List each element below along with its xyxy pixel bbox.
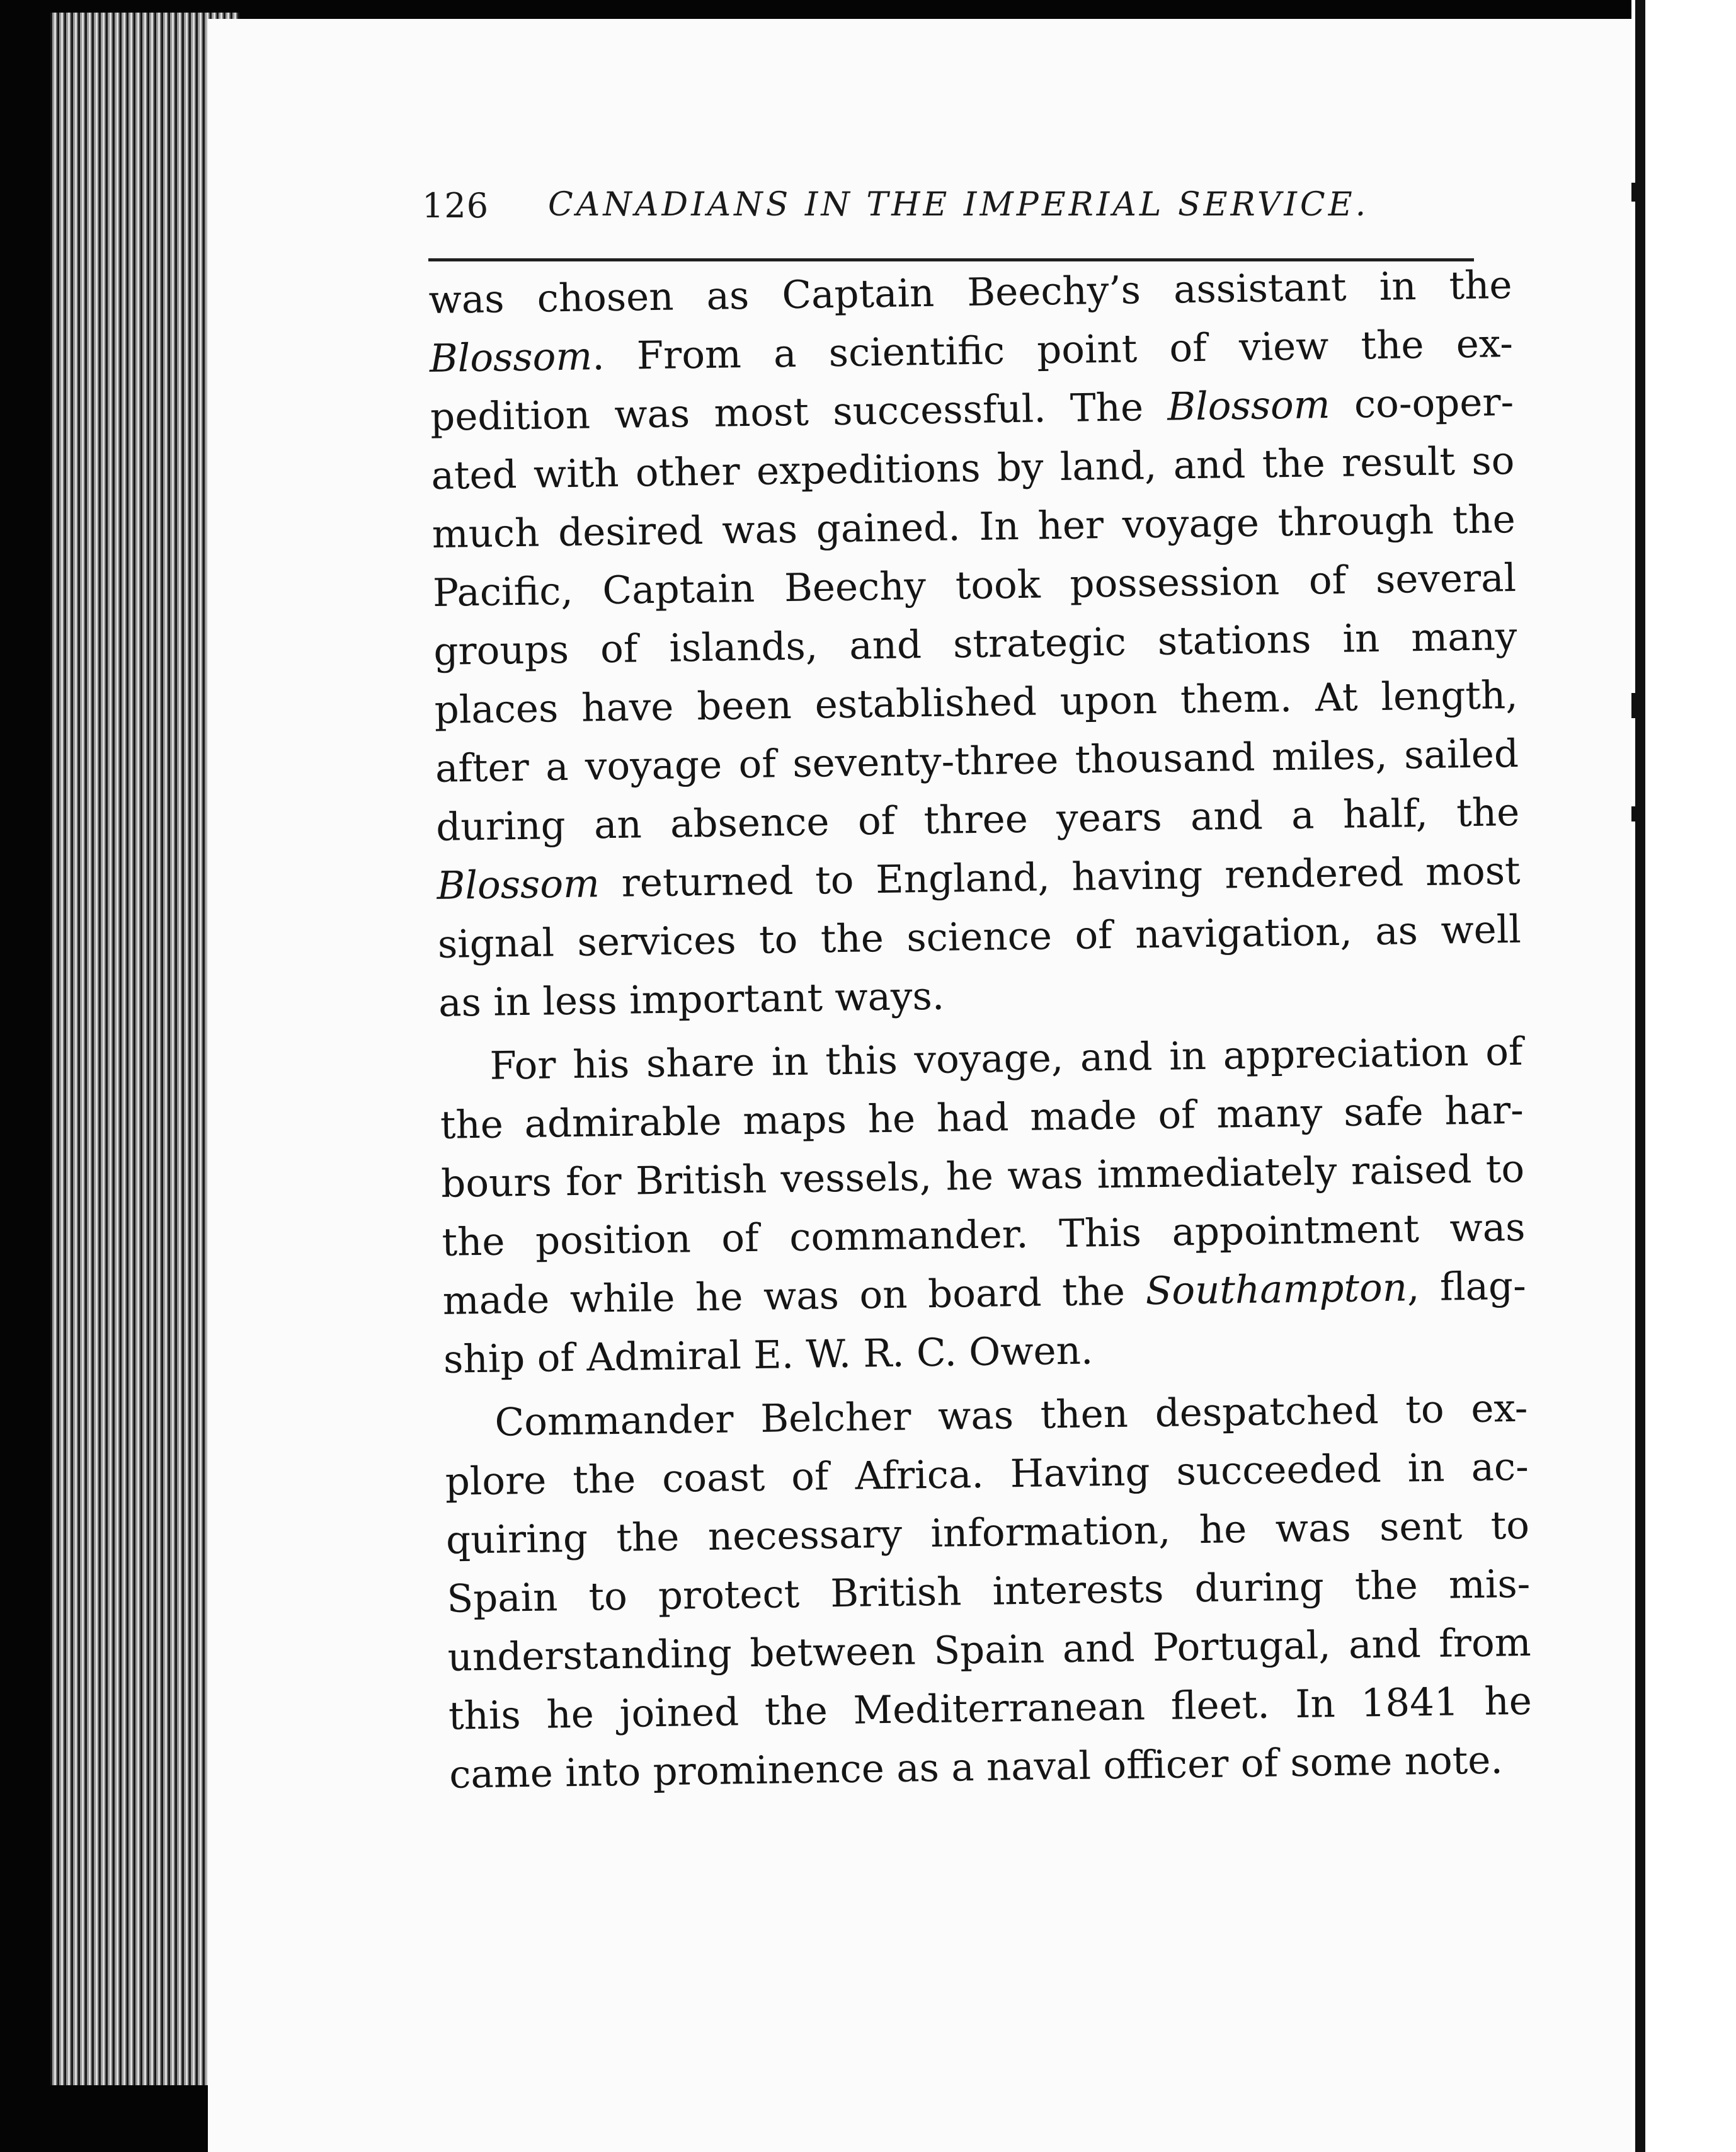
text-line: For his share in this voyage, and in appreciation of [489,1029,1523,1089]
text-line: plore the coast of Africa. Having succeeded in ac- [445,1444,1529,1504]
text-line: the admirable maps he had made of many safe har- [440,1087,1524,1148]
text-line: came into prominence as a naval officer of some note. [448,1737,1504,1797]
text-line: Blossom returned to England, having rendered most [437,848,1521,908]
text-line: understanding between Spain and Portugal, and from [447,1620,1532,1680]
text-line: ship of Admiral E. W. R. C. Owen. [443,1328,1094,1382]
paragraph [428,256,1522,1033]
text-line: bours for British vessels, he was immediately raised to [440,1146,1525,1206]
text-line: Commander Belcher was then despatched to ex- [494,1385,1528,1445]
body-text [428,256,1533,1804]
text-line: pedition was most successful. The Blossom co-oper- [430,379,1514,440]
text-line: quiring the necessary information, he was sent to [445,1502,1530,1563]
text-line: after a voyage of seventy-three thousand miles, sailed [435,731,1519,791]
running-head: CANADIANS IN THE IMPERIAL SERVICE. [548,186,1369,224]
text-line: Spain to protect British interests during the mis- [446,1561,1531,1622]
text-line: made while he was on board the Southampton, flag- [442,1263,1527,1324]
text-line: signal services to the science of navigation, as well [437,907,1522,967]
text-line: Pacific, Captain Beechy took possession of several [432,555,1517,615]
text-line: groups of islands, and strategic stations in many [433,614,1517,674]
paragraph [439,1022,1528,1389]
paragraph [444,1379,1533,1804]
text-line: Blossom. From a scientific point of view the ex- [429,321,1514,381]
page-number: 126 [422,186,489,226]
text-line: this he joined the Mediterranean fleet. In 1841 he [448,1678,1533,1739]
page-header [422,186,1480,236]
text-line: ated with other expeditions by land, and the result so [431,438,1515,498]
text-line: much desired was gained. In her voyage through the [431,496,1516,557]
text-line: as in less important ways. [438,973,945,1026]
text-line: during an absence of three years and a half, the [435,789,1520,850]
text-line: was chosen as Captain Beechy’s assistant in the [428,262,1512,323]
binding-rule [1635,0,1645,2152]
text-line: the position of commander. This appointment was [442,1205,1526,1265]
text-line: places have been established upon them. At length, [434,672,1519,733]
facing-page-edge [1631,0,1736,2152]
